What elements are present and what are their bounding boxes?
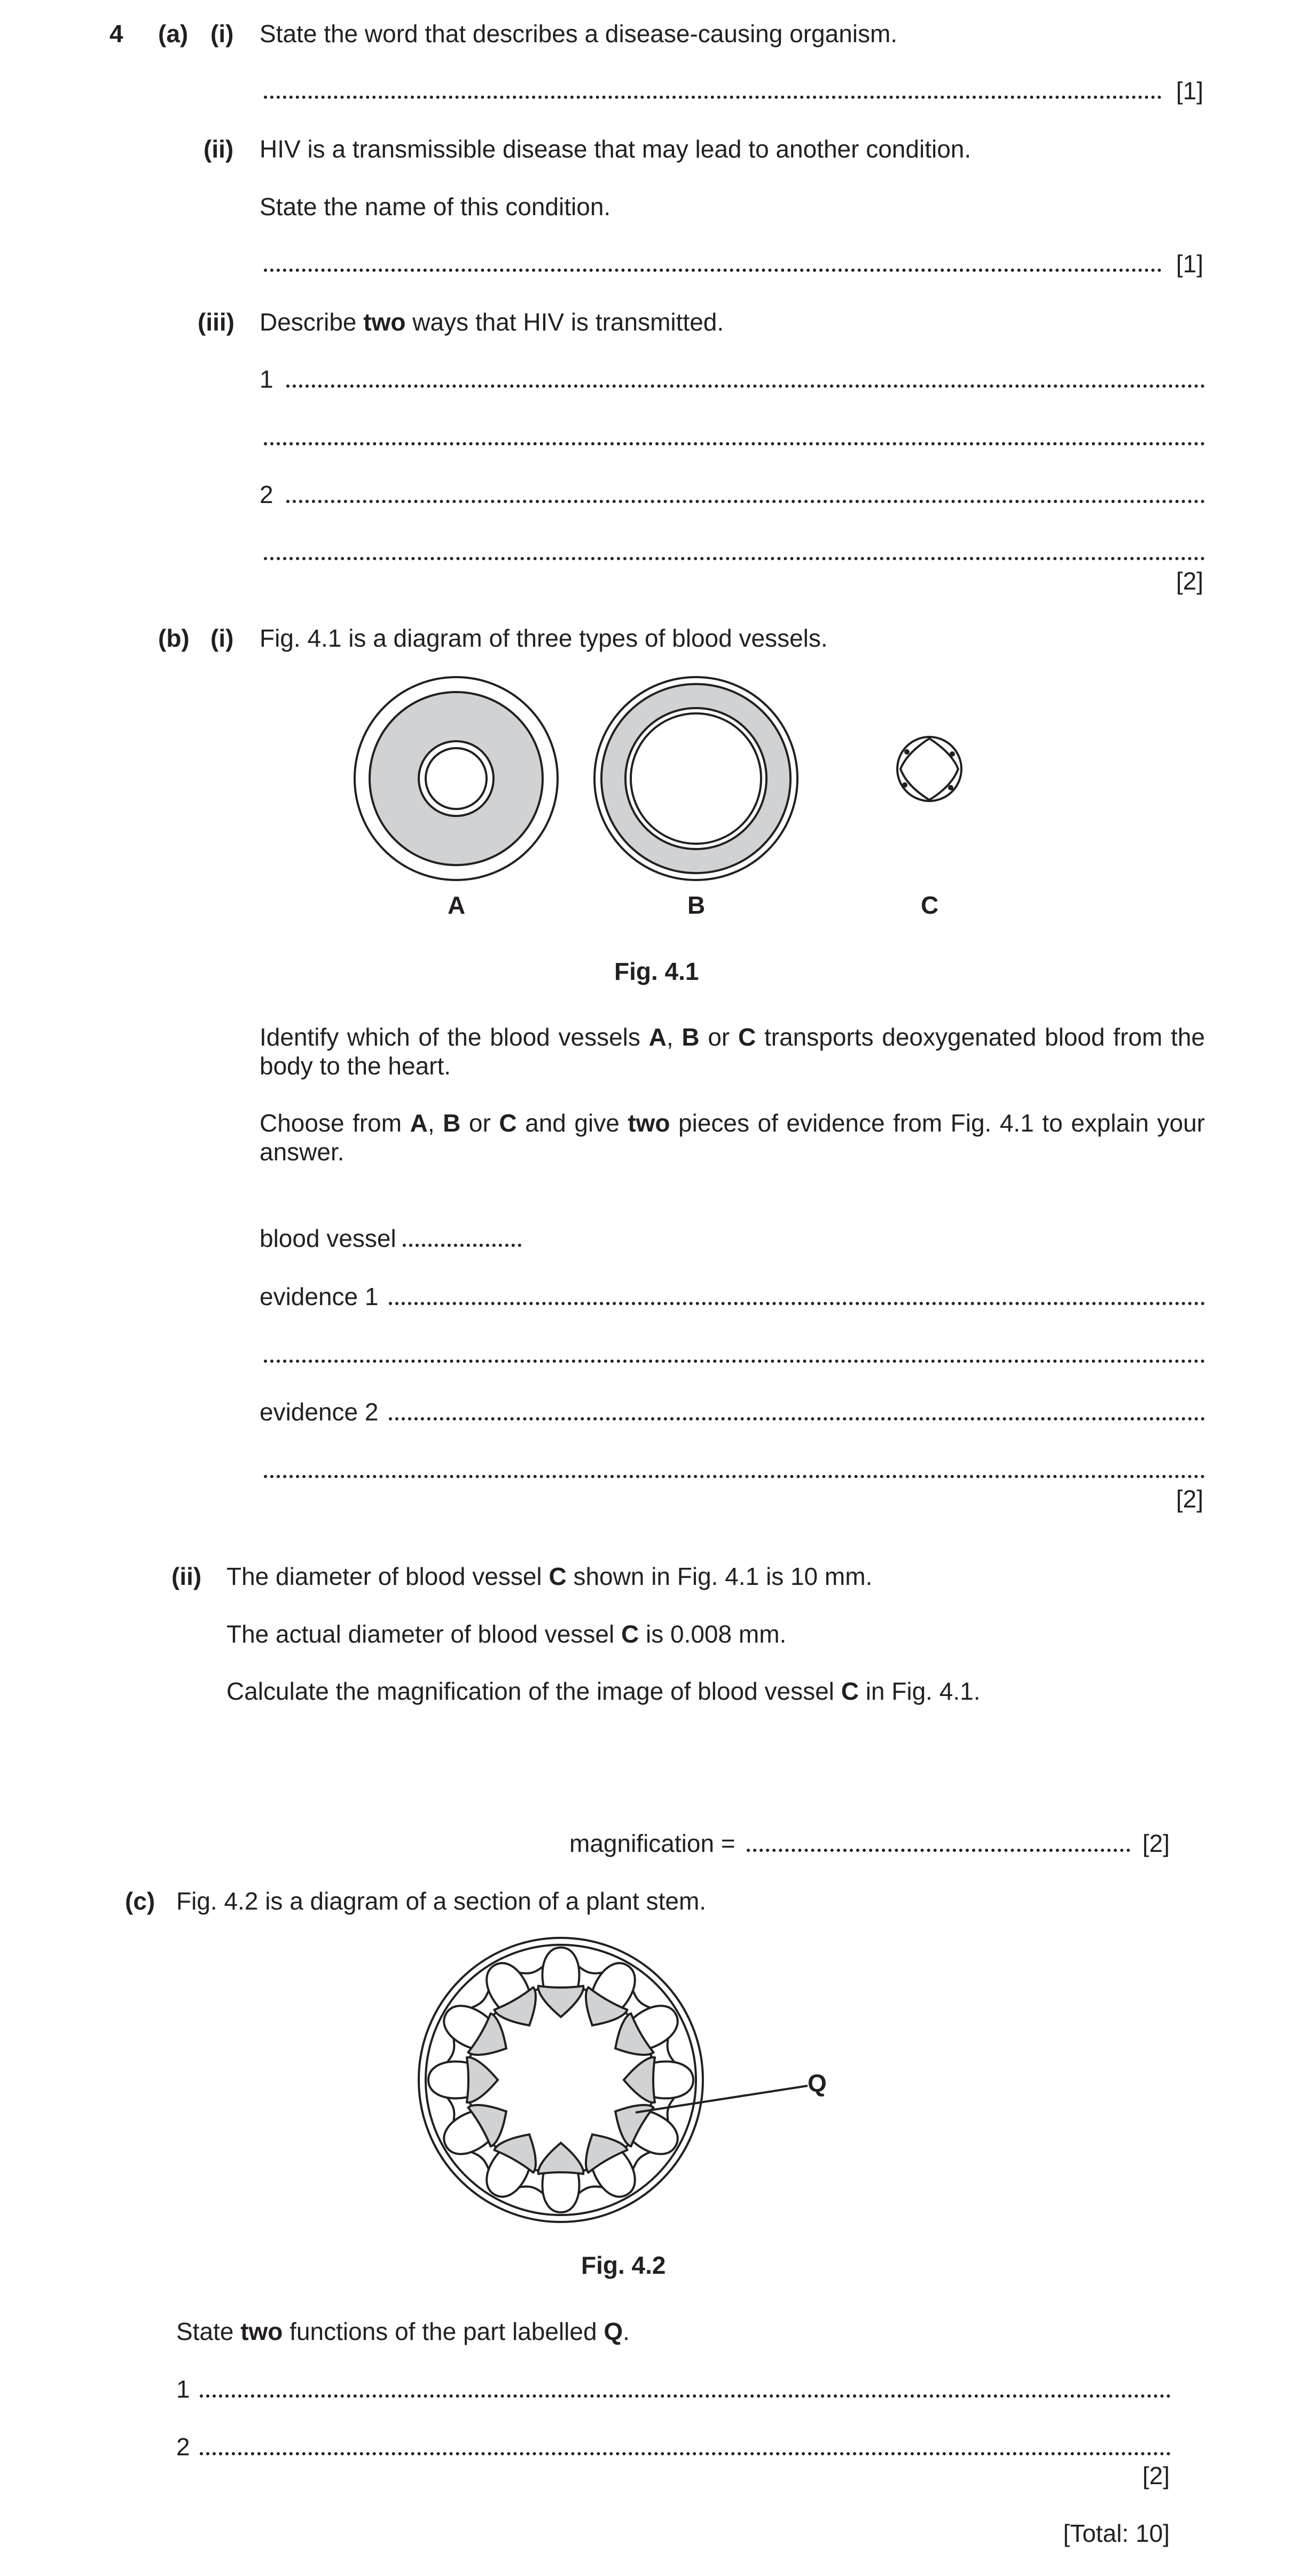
- question-number: 4: [109, 20, 123, 48]
- fig-label-q: Q: [808, 2069, 827, 2097]
- mark-a-iii: [2]: [1176, 567, 1203, 595]
- mark-a-ii: [1]: [1176, 250, 1203, 278]
- part-a-ii-text2: State the name of this condition.: [260, 193, 611, 221]
- part-a-i-text: State the word that describes a disease-causing organism.: [260, 20, 898, 48]
- fig-4-1-caption: Fig. 4.1: [614, 957, 699, 985]
- part-b-ii-line2: The actual diameter of blood vessel C is 0.008 mm.: [226, 1620, 787, 1648]
- part-c-intro: Fig. 4.2 is a diagram of a section of a plant stem.: [176, 1887, 707, 1915]
- part-b-i-para2: Choose from A, B or C and give two pieces of evidence from Fig. 4.1 to explain your answer.: [260, 1109, 1205, 1166]
- part-c-label: (c): [125, 1887, 155, 1915]
- mark-a-i: [1]: [1176, 77, 1203, 105]
- part-a-iii-label: (iii): [198, 308, 234, 336]
- fig-label-c: C: [921, 891, 939, 919]
- part-b-i-para1: Identify which of the blood vessels A, B or C transports deoxygenated blood from the body to the heart.: [260, 1023, 1205, 1080]
- answer-line-c-1[interactable]: [200, 2394, 1171, 2398]
- part-b-label: (b): [158, 624, 190, 652]
- part-b-ii-label: (ii): [171, 1562, 202, 1590]
- part-a-ii-text1: HIV is a transmissible disease that may lead to another condition.: [260, 135, 972, 163]
- fig-4-2-caption: Fig. 4.2: [581, 2251, 666, 2279]
- fig-label-a: A: [448, 891, 466, 919]
- part-a-ii-label: (ii): [203, 135, 234, 163]
- c-line-number-1: 1: [176, 2375, 190, 2403]
- part-c-prompt: State two functions of the part labelled Q.: [176, 2318, 630, 2345]
- total-marks: [Total: 10]: [1063, 2519, 1170, 2547]
- part-b-ii-line3: Calculate the magnification of the image of blood vessel C in Fig. 4.1.: [226, 1677, 981, 1705]
- c-line-number-2: 2: [176, 2433, 190, 2461]
- part-b-ii-line1: The diameter of blood vessel C shown in Fig. 4.1 is 10 mm.: [226, 1562, 873, 1590]
- mark-b-ii: [2]: [1142, 1829, 1170, 1857]
- line-number-2: 2: [260, 481, 273, 508]
- part-b-i-label: (i): [210, 624, 234, 652]
- mark-c: [2]: [1142, 2462, 1170, 2489]
- mark-b-i: [2]: [1176, 1485, 1203, 1513]
- part-a-i-label: (i): [210, 20, 234, 48]
- magnification-label: magnification =: [569, 1829, 735, 1857]
- part-a-label: (a): [158, 20, 189, 48]
- evidence-1-label: evidence 1: [260, 1283, 379, 1310]
- fig-label-b: B: [687, 891, 706, 919]
- blood-vessel-label: blood vessel: [260, 1224, 396, 1252]
- answer-line-c-2[interactable]: [200, 2452, 1171, 2455]
- evidence-2-label: evidence 2: [260, 1398, 379, 1426]
- line-number-1: 1: [260, 365, 273, 393]
- part-b-i-intro: Fig. 4.1 is a diagram of three types of blood vessels.: [260, 624, 828, 652]
- part-a-iii-text: Describe two ways that HIV is transmitted.: [260, 308, 724, 336]
